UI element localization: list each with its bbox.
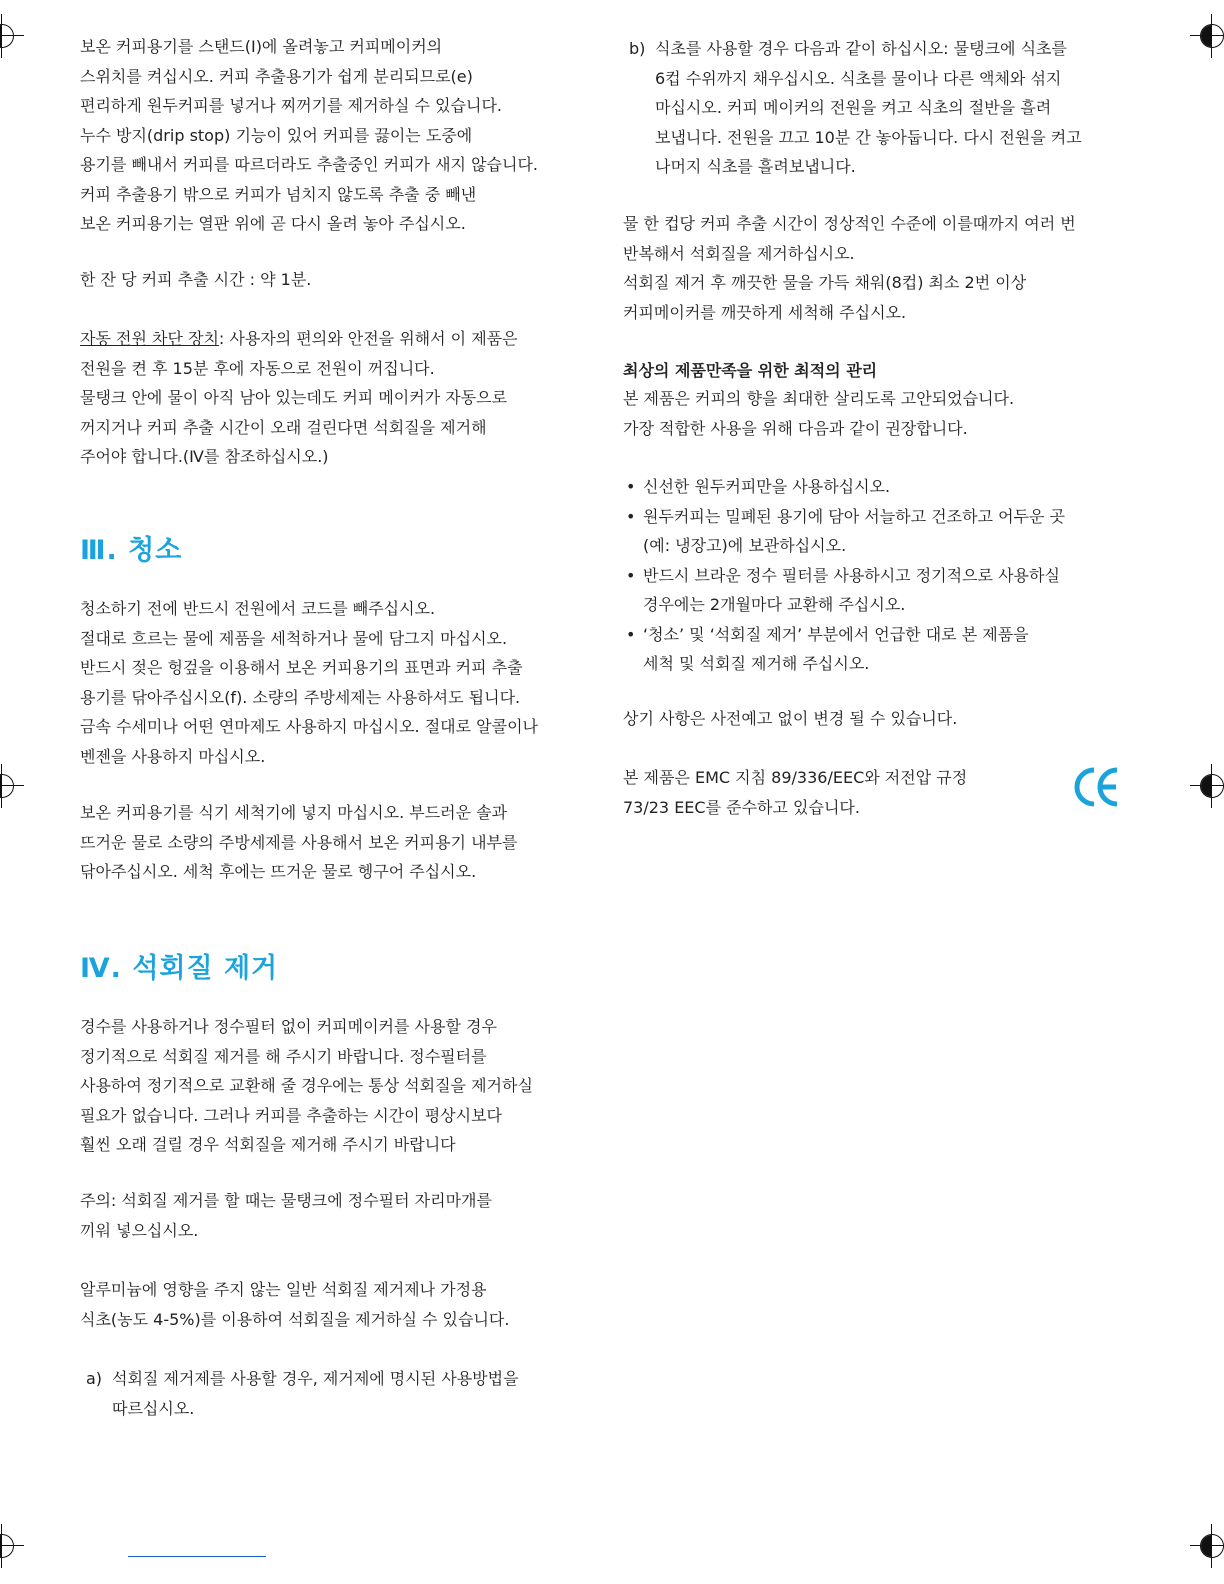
ce-mark-icon (1072, 766, 1120, 808)
list-item (623, 472, 1065, 502)
text-line: 73/23 EEC를 준수하고 있습니다. (623, 797, 860, 817)
text-line: 6컵 수위까지 채우십시오. 식초를 물이나 다른 액체와 섞지 (655, 68, 1062, 88)
text-line: 청소하기 전에 반드시 전원에서 코드를 빼주십시오. (80, 599, 436, 618)
text-line (80, 324, 518, 354)
text-line: 절대로 흐르는 물에 제품을 세척하거나 물에 담그지 마십시오. (80, 628, 508, 648)
descaling-item-b (629, 34, 1082, 182)
text-line: • 반드시 브라운 정수 필터를 사용하시고 정기적으로 사용하실 (643, 565, 1060, 585)
text-line: 스위치를 켜십시오. 커피 추출용기가 쉽게 분리되므로(e) (80, 66, 473, 86)
text-line: 끼워 넣으십시오. (80, 1220, 199, 1240)
text-line: 본 제품은 커피의 향을 최대한 살리도록 고안되었습니다. (623, 389, 1015, 408)
text-line: • ‘청소’ 및 ‘석회질 제거’ 부분에서 언급한 대로 본 제품을 (643, 624, 1029, 644)
descaling-paragraph-2 (80, 1275, 509, 1334)
text-line: 용기를 닦아주십시오(f). 소량의 주방세제는 사용하셔도 됩니다. (80, 687, 521, 707)
text-line: 세척 및 석회질 제거해 주십시오. (643, 654, 870, 673)
text-line: 주의: 석회질 제거를 할 때는 물탱크에 정수필터 자리마개를 (80, 1191, 492, 1210)
text-line: 경수를 사용하거나 정수필터 없이 커피메이커를 사용할 경우 (80, 1017, 497, 1036)
text-line: (예: 냉장고)에 보관하십시오. (643, 536, 847, 555)
item-a-label: a) (86, 1369, 103, 1388)
text-line: 보온 커피용기를 식기 세척기에 넣지 마십시오. 부드러운 솔과 (80, 803, 508, 822)
brew-time-text (80, 265, 311, 295)
text-line: 석회질 제거제를 사용할 경우, 제거제에 명시된 사용방법을 (112, 1369, 519, 1388)
descaling-note (80, 1186, 492, 1245)
list-item (623, 561, 1065, 620)
text-line: 알루미늄에 영향을 주지 않는 일반 석회질 제거제나 가정용 (80, 1280, 487, 1299)
care-bullet-list (623, 472, 1065, 679)
auto-off-paragraph (80, 324, 518, 472)
text-line: 용기를 빼내서 커피를 따르더라도 추출중인 커피가 새지 않습니다. (80, 155, 539, 174)
care-title: 최상의 제품만족을 위한 최적의 관리 (623, 361, 878, 380)
text-line: 보온 커피용기를 스탠드(I)에 올려놓고 커피메이커의 (80, 37, 443, 56)
text-line: 보온 커피용기는 열판 위에 곧 다시 올려 놓아 주십시오. (80, 214, 466, 233)
text-line: 누수 방지(drip stop) 기능이 있어 커피를 끓이는 도중에 (80, 125, 473, 145)
cleaning-paragraph-2 (80, 798, 517, 887)
care-intro (623, 384, 1014, 443)
notice-text (623, 704, 957, 734)
list-item (623, 502, 1065, 561)
registration-mark-bottom-right (1200, 1534, 1224, 1558)
text-line: 벤젠을 사용하지 마십시오. (80, 746, 266, 766)
auto-off-first-line: : 사용자의 편의와 안전을 위해서 이 제품은 (218, 329, 518, 348)
text-line: 전원을 켠 후 15분 후에 자동으로 전원이 꺼집니다. (80, 358, 435, 378)
registration-mark-mid-left (0, 774, 14, 798)
footer-rule (128, 1556, 266, 1557)
registration-mark-top-left (0, 24, 14, 48)
descaling-heading: Ⅳ. 석회질 제거 (80, 953, 279, 984)
text-line: 나머지 식초를 흘려보냅니다. (655, 157, 856, 176)
cleaning-paragraph-1 (80, 594, 538, 771)
text-line: 물탱크 안에 물이 아직 남아 있는데도 커피 메이커가 자동으로 (80, 388, 508, 407)
descaling-item-a (86, 1364, 519, 1423)
text-line: 정기적으로 석회질 제거를 해 주시기 바랍니다. 정수필터를 (80, 1046, 487, 1066)
text-line: 식초(농도 4-5%)를 이용하여 석회질을 제거하실 수 있습니다. (80, 1309, 510, 1329)
text-line: 반드시 젖은 헝겊을 이용해서 보온 커피용기의 표면과 커피 추출 (80, 658, 523, 677)
text-line: 본 제품은 EMC 지침 89/336/EEC와 저전압 규정 (623, 768, 968, 787)
text-line: 커피 추출용기 밖으로 커피가 넘치지 않도록 추출 중 빼낸 (80, 184, 477, 204)
emc-compliance-text (623, 763, 967, 822)
text-line: 가장 적합한 사용을 위해 다음과 같이 권장합니다. (623, 418, 968, 438)
text-line: 꺼지거나 커피 추출 시간이 오래 걸린다면 석회질을 제거해 (80, 417, 487, 437)
text-line: 금속 수세미나 어떤 연마제도 사용하지 마십시오. 절대로 알콜이나 (80, 717, 539, 736)
text-line: 보냅니다. 전원을 끄고 10분 간 놓아둡니다. 다시 전원을 켜고 (655, 127, 1082, 147)
text-line: 커피메이커를 깨끗하게 세척해 주십시오. (623, 302, 907, 322)
repeat-paragraph (623, 209, 1076, 327)
text-line: 식초를 사용할 경우 다음과 같이 하십시오: 물탱크에 식초를 (655, 39, 1067, 58)
text-line: 마십시오. 커피 메이커의 전원을 켜고 식초의 절반을 흘려 (655, 98, 1052, 117)
text-line: 따르십시오. (112, 1398, 195, 1418)
text-line: 경우에는 2개월마다 교환해 주십시오. (643, 595, 906, 614)
registration-mark-top-right (1200, 24, 1224, 48)
registration-mark-mid-right (1200, 774, 1224, 798)
registration-mark-bottom-left (0, 1534, 14, 1558)
cleaning-heading: Ⅲ. 청소 (80, 535, 183, 566)
text-line: 한 잔 당 커피 추출 시간 : 약 1분. (80, 270, 312, 289)
text-line: 필요가 없습니다. 그러나 커피를 추출하는 시간이 평상시보다 (80, 1105, 503, 1125)
text-line: 사용하여 정기적으로 교환해 줄 경우에는 통상 석회질을 제거하실 (80, 1076, 533, 1095)
auto-off-title: 자동 전원 차단 장치 (80, 329, 219, 348)
list-item (623, 620, 1065, 679)
text-line: 신선한 원두커피만을 사용하십시오. (643, 477, 891, 496)
text-line: 뜨거운 물로 소량의 주방세제를 사용해서 보온 커피용기 내부를 (80, 832, 518, 852)
item-b-label: b) (629, 39, 646, 58)
text-line: 석회질 제거 후 깨끗한 물을 가득 채워(8컵) 최소 2번 이상 (623, 273, 1027, 292)
text-line: 물 한 컵당 커피 추출 시간이 정상적인 수준에 이를때까지 여러 번 (623, 214, 1076, 233)
text-line: 주어야 합니다.(Ⅳ를 참조하십시오.) (80, 447, 329, 466)
text-line: • 원두커피는 밀폐된 용기에 담아 서늘하고 건조하고 어두운 곳 (643, 506, 1066, 526)
text-line: 편리하게 원두커피를 넣거나 찌꺼기를 제거하실 수 있습니다. (80, 96, 503, 115)
intro-paragraph (80, 32, 538, 239)
descaling-paragraph-1 (80, 1012, 533, 1160)
text-line: 닦아주십시오. 세척 후에는 뜨거운 물로 헹구어 주십시오. (80, 862, 477, 881)
text-line: 반복해서 석회질을 제거하십시오. (623, 243, 855, 263)
text-line: 훨씬 오래 걸릴 경우 석회질을 제거해 주시기 바랍니다 (80, 1135, 456, 1154)
text-line: 상기 사항은 사전예고 없이 변경 될 수 있습니다. (623, 709, 958, 728)
